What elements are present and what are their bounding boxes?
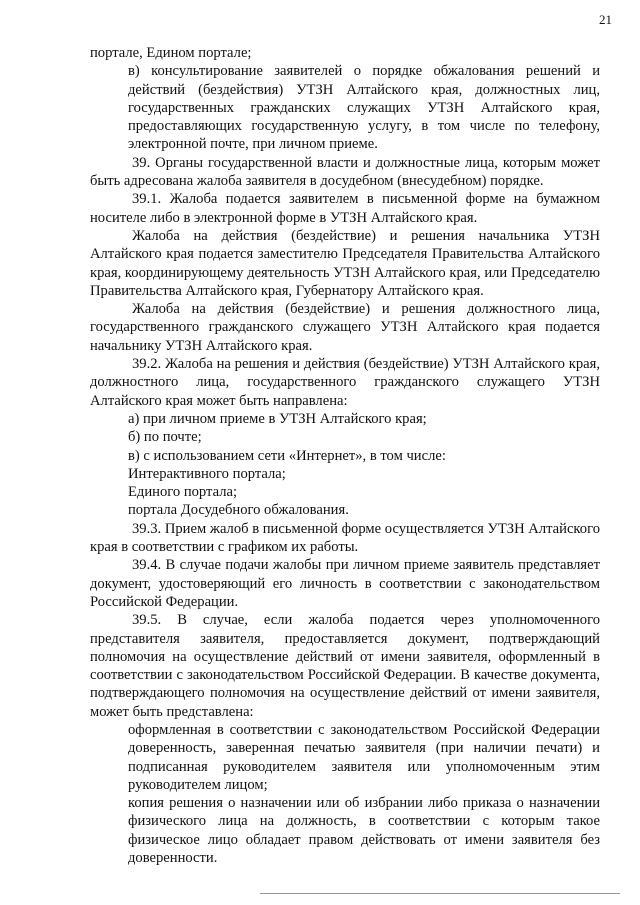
paragraph-39-5: 39.5. В случае, если жалоба подается через уполномоченного представителя заявителя, предоставляется документ, подтверждающий полномочия на осуществление действий от имени заявителя, оформленный в соответствии с законодательством Российской Федерации. В качестве документа, подтверждающего полномочия на осуществление действий от имени заявителя, может быть представлена:	[90, 612, 600, 720]
page-number: 21	[599, 12, 612, 27]
list-item-interactive-portal: Интерактивного портала;	[128, 465, 286, 482]
document-body	[90, 44, 600, 867]
paragraph-item-v: в) консультирование заявителей о порядке обжалования решений и действий (бездействия) УТЗН Алтайского края, должностных лиц, государственных гражданских служащих УТЗН Алтайского края, предоставляющих государственную услугу, в том числе по телефону, электронной почте, при личном приеме.	[128, 63, 600, 153]
paragraph-continuation: порталe, Едином портале;	[90, 45, 252, 61]
list-item-appeal-portal: портала Досудебного обжалования.	[128, 502, 349, 519]
paragraph-39-2: 39.2. Жалоба на решения и действия (бездействие) УТЗН Алтайского края, должностного лица, государственного гражданского служащего УТЗН Алтайского края может быть направлена:	[90, 356, 600, 409]
list-item-v: в) с использованием сети «Интернет», в том числе:	[128, 447, 446, 464]
paragraph-39-3: 39.3. Прием жалоб в письменной форме осуществляется УТЗН Алтайского края в соответствии с графиком их работы.	[90, 520, 600, 556]
paragraph-complaint-official: Жалоба на действия (бездействие) и решения должностного лица, государственного гражданского служащего УТЗН Алтайского края подается начальнику УТЗН Алтайского края.	[90, 301, 600, 354]
paragraph-39: 39. Органы государственной власти и должностные лица, которым может быть адресована жалоба заявителя в досудебном (внесудебном) порядке.	[90, 154, 600, 190]
paragraph-appointment-copy: копия решения о назначении или об избрании либо приказа о назначении физического лица на должность, в соответствии с которым такое физическое лицо обладает правом действовать от имени заявителя без доверенности.	[128, 795, 600, 867]
paragraph-39-1: 39.1. Жалоба подается заявителем в письменной форме на бумажном носителе либо в электронной форме в УТЗН Алтайского края.	[90, 191, 600, 226]
list-item-unified-portal: Единого портала;	[128, 484, 238, 501]
paragraph-power-of-attorney: оформленная в соответствии с законодательством Российской Федерации доверенность, заверенная печатью заявителя (при наличии печати) и подписанная руководителем заявителя или уполномоченным этим руководителем лицом;	[128, 721, 600, 793]
list-item-a: а) при личном приеме в УТЗН Алтайского края;	[128, 410, 427, 427]
paragraph-complaint-head: Жалоба на действия (бездействие) и решения начальника УТЗН Алтайского края подается заместителю Председателя Правительства Алтайского края, координирующему деятельность УТЗН Алтайского края, или Председателю Правительства Алтайского края, Губернатору Алтайского края.	[90, 227, 600, 299]
footer-rule	[260, 893, 620, 894]
paragraph-39-4: 39.4. В случае подачи жалобы при личном приеме заявитель представляет документ, удостоверяющий его личность в соответствии с законодательством Российской Федерации.	[90, 557, 600, 610]
list-item-b: б) по почте;	[128, 429, 202, 446]
